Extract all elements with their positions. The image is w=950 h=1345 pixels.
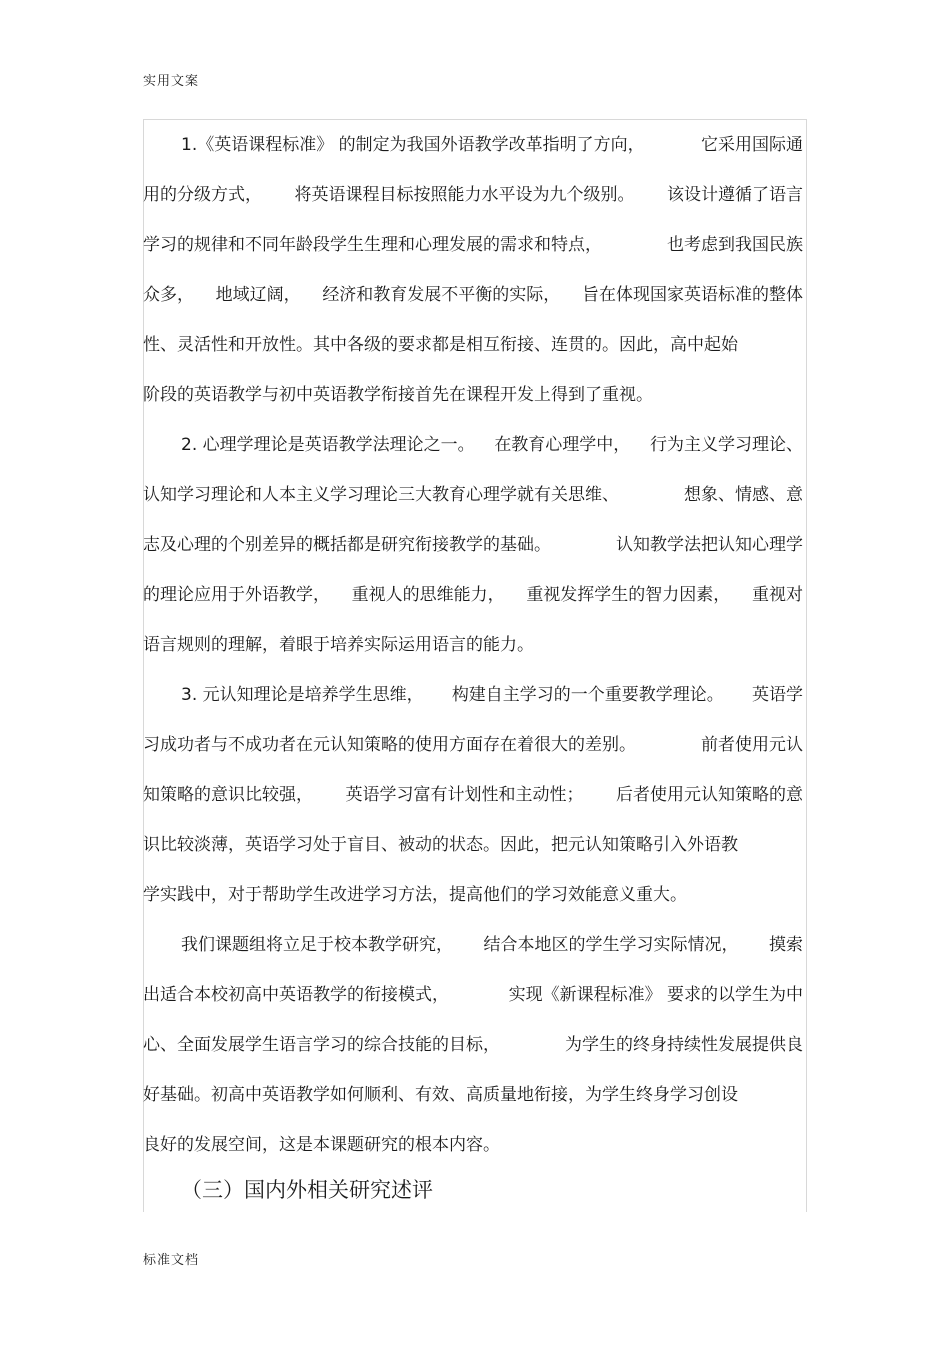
text-segment: 重视人的思维能力， [351,585,505,605]
text-segment: 众多， [143,285,194,305]
text-segment: 结合本地区的学生学习实际情况， [483,935,739,955]
text-segment: 出适合本校初高中英语教学的衔接模式， [143,985,449,1005]
text-segment: 后者使用元认知策略的意 [616,785,803,805]
text-line [143,370,808,420]
text-segment: 用的分级方式， [143,185,262,205]
text-line [143,620,808,670]
text-segment: 1.《英语课程标准》 的制定为我国外语教学改革指明了方向， [181,135,645,155]
text-line [143,770,808,820]
text-segment: 良好的发展空间，这是本课题研究的根本内容。 [143,1135,500,1155]
section-heading: （三）国内外相关研究述评 [181,1178,433,1202]
page-footer: 标准文档 [143,1253,200,1268]
text-segment: 重视发挥学生的智力因素， [526,585,731,605]
text-line [143,920,808,970]
text-line [143,720,808,770]
text-segment: 想象、情感、意 [684,485,803,505]
paragraph [143,670,808,920]
text-segment: 学实践中，对于帮助学生改进学习方法，提高他们的学习效能意义重大。 [143,885,687,905]
paragraph [143,120,808,420]
paragraph [143,920,808,1170]
text-segment: 英语学 [752,685,803,705]
text-line [143,570,808,620]
text-line [143,670,808,720]
text-segment: 经济和教育发展不平衡的实际， [322,285,561,305]
text-line [143,820,808,870]
text-segment: 认知教学法把认知心理学 [616,535,803,555]
text-segment: 行为主义学习理论、 [650,435,803,455]
text-line [143,420,808,470]
page-header: 实用文案 [143,74,200,89]
text-line [143,470,808,520]
paragraph [143,420,808,670]
text-segment: 习成功者与不成功者在元认知策略的使用方面存在着很大的差别。 [143,735,636,755]
text-segment: 志及心理的个别差异的概括都是研究衔接教学的基础。 [143,535,551,555]
text-segment: 语言规则的理解，着眼于培养实际运用语言的能力。 [143,635,534,655]
text-segment: 心、全面发展学生语言学习的综合技能的目标， [143,1035,500,1055]
text-segment: 重视对 [751,585,803,605]
text-segment: 为学生的终身持续性发展提供良 [565,1035,803,1055]
text-segment: 旨在体现国家英语标准的整体 [581,285,803,305]
text-segment: 2. 心理学理论是英语教学法理论之一。 [181,435,475,455]
text-line [143,270,808,320]
text-line [143,1120,808,1170]
text-line [143,1020,808,1070]
text-segment: 地域辽阔， [215,285,301,305]
text-segment: 将英语课程目标按照能力水平设为九个级别。 [294,185,635,205]
body-text [143,120,808,1170]
text-line [143,320,808,370]
text-segment: 实现《新课程标准》 要求的以学生为中 [508,985,803,1005]
text-segment: 也考虑到我国民族 [667,235,803,255]
text-segment: 阶段的英语教学与初中英语教学衔接首先在课程开发上得到了重视。 [143,385,653,405]
text-segment: 它采用国际通 [701,135,803,155]
text-line [143,1070,808,1120]
text-segment: 性、灵活性和开放性。其中各级的要求都是相互衔接、连贯的。因此，高中起始 [143,335,738,355]
text-segment: 学习的规律和不同年龄段学生生理和心理发展的需求和特点， [143,235,602,255]
text-segment: 构建自主学习的一个重要教学理论。 [451,685,724,705]
text-segment: 在教育心理学中， [494,435,631,455]
text-segment: 好基础。初高中英语教学如何顺利、有效、高质量地衔接，为学生终身学习创设 [143,1085,738,1105]
text-line [143,220,808,270]
text-line [143,970,808,1020]
text-line [143,520,808,570]
text-line [143,170,808,220]
text-segment: 的理论应用于外语教学， [143,585,330,605]
text-segment: 识比较淡薄，英语学习处于盲目、被动的状态。因此，把元认知策略引入外语教 [143,835,738,855]
text-segment: 知策略的意识比较强， [143,785,313,805]
text-segment: 该设计遵循了语言 [667,185,803,205]
text-segment: 前者使用元认 [701,735,803,755]
text-segment: 认知学习理论和人本主义学习理论三大教育心理学就有关思维、 [143,485,619,505]
text-line [143,120,808,170]
text-segment: 我们课题组将立足于校本教学研究， [181,935,453,955]
text-segment: 摸索 [769,935,803,955]
text-segment: 3. 元认知理论是培养学生思维， [181,685,424,705]
text-line [143,870,808,920]
text-segment: 英语学习富有计划性和主动性； [345,785,584,805]
